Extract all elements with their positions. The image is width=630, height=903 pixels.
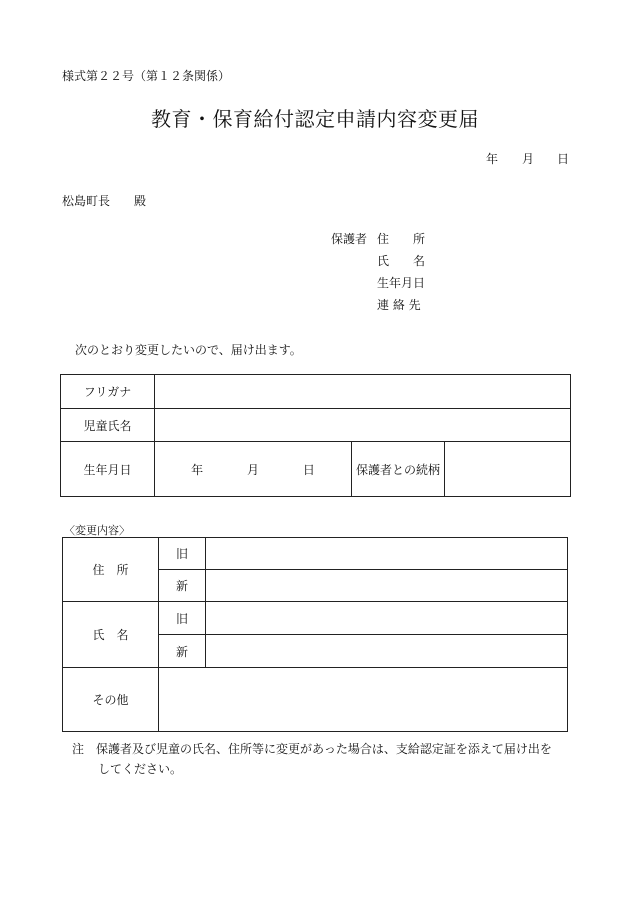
relationship-label: 保護者との続柄 — [352, 442, 445, 497]
relationship-field[interactable] — [445, 442, 571, 497]
name-old-field[interactable] — [206, 602, 568, 635]
child-info-table — [60, 374, 571, 497]
guardian-address-label: 住 所 — [377, 232, 426, 246]
child-name-field[interactable] — [155, 409, 571, 442]
document-title: 教育・保育給付認定申請内容変更届 — [151, 107, 479, 131]
name-new-label: 新 — [159, 635, 206, 668]
guardian-label: 保護者 — [331, 232, 368, 246]
birth-year-label: 年 — [191, 462, 204, 477]
addressee-name: 松島町長 — [62, 194, 111, 208]
furigana-field[interactable] — [155, 375, 571, 409]
child-name-label: 児童氏名 — [61, 409, 155, 442]
date-year-label: 年 — [486, 152, 499, 166]
other-change-label: その他 — [63, 668, 159, 732]
note-line-2: してください。 — [98, 762, 183, 776]
change-details-table — [62, 537, 568, 732]
name-change-label: 氏 名 — [63, 602, 159, 668]
name-old-label: 旧 — [159, 602, 206, 635]
date-day-label: 日 — [557, 152, 570, 166]
child-birthdate-field[interactable] — [155, 442, 352, 497]
name-new-field[interactable] — [206, 635, 568, 668]
furigana-label: フリガナ — [61, 375, 155, 409]
intro-text: 次のとおり変更したいので、届け出ます。 — [75, 343, 302, 357]
changes-caption: 〈変更内容〉 — [64, 524, 130, 537]
note-line-1: 注 保護者及び児童の氏名、住所等に変更があった場合は、支給認定証を添えて届け出を — [72, 742, 552, 756]
guardian-contact-label: 連 絡 先 — [377, 298, 421, 312]
addressee-suffix: 殿 — [134, 194, 147, 208]
address-old-field[interactable] — [206, 538, 568, 570]
other-change-field[interactable] — [159, 668, 568, 732]
address-new-field[interactable] — [206, 570, 568, 602]
date-month-label: 月 — [522, 152, 535, 166]
guardian-birthdate-label: 生年月日 — [377, 276, 426, 290]
address-new-label: 新 — [159, 570, 206, 602]
form-number: 様式第２２号（第１２条関係） — [62, 69, 231, 83]
guardian-name-label: 氏 名 — [377, 254, 426, 268]
birth-month-label: 月 — [246, 462, 259, 477]
address-old-label: 旧 — [159, 538, 206, 570]
child-birthdate-label: 生年月日 — [61, 442, 155, 497]
address-change-label: 住 所 — [63, 538, 159, 602]
birth-day-label: 日 — [302, 462, 315, 477]
